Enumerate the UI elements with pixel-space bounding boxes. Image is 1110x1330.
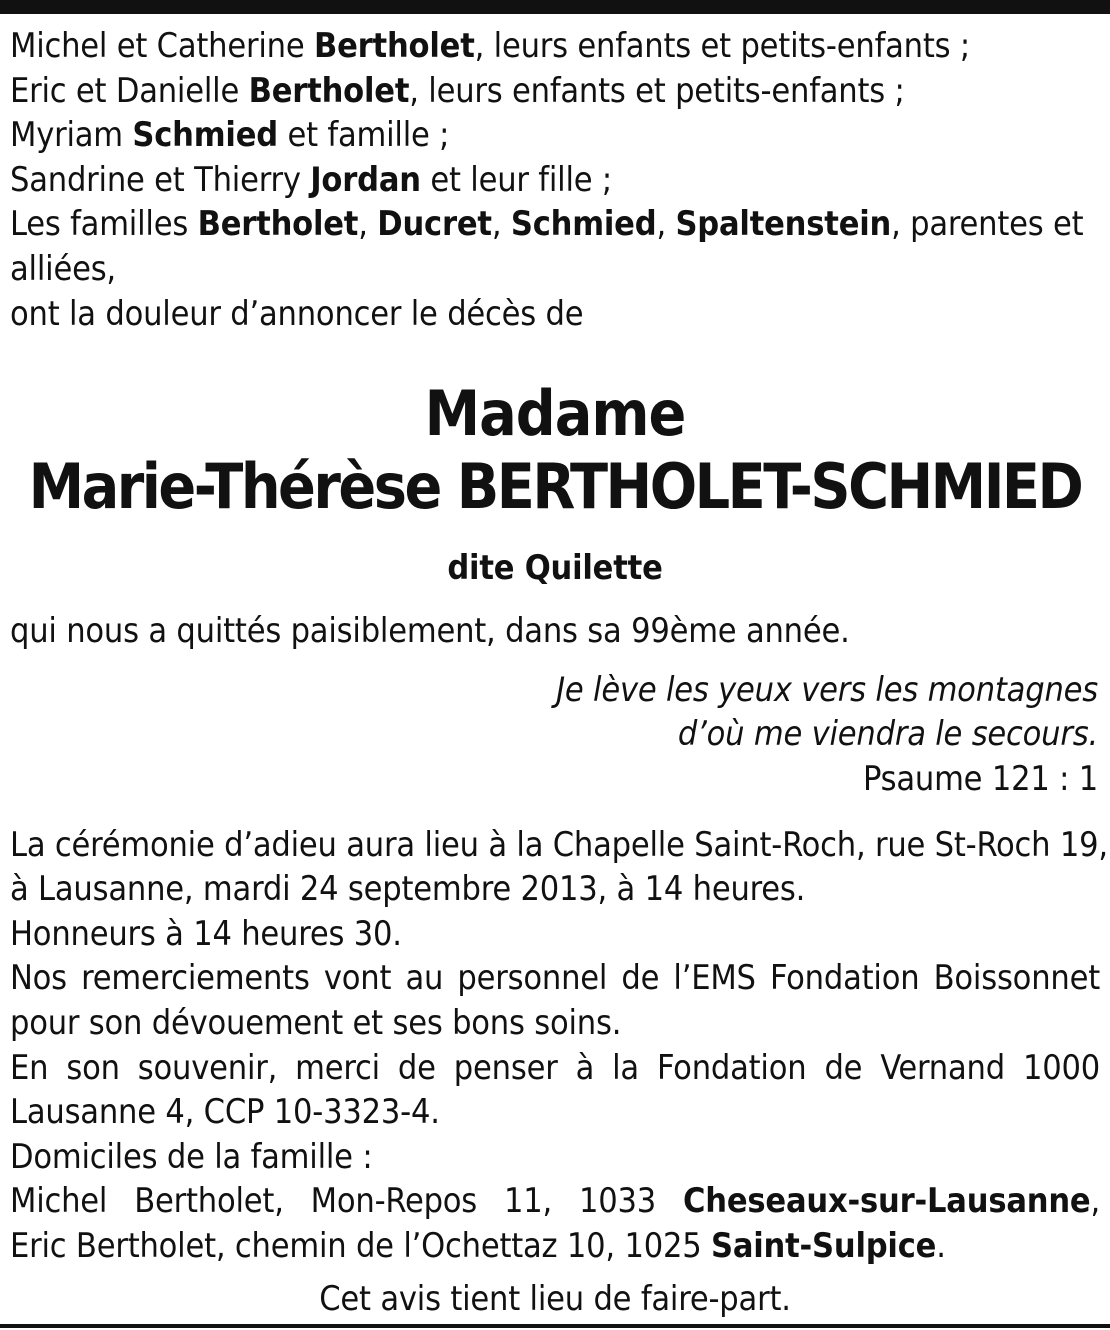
ceremony-line-1: La cérémonie d’adieu aura lieu à la Chapelle Saint-Roch, rue St-Roch 19,	[10, 824, 1108, 865]
honours-line: Honneurs à 14 heures 30.	[10, 913, 402, 954]
deceased-block	[10, 379, 1100, 589]
deceased-name: Marie-Thérèse BERTHOLET-SCHMIED	[28, 450, 1082, 524]
memory-text: En son souvenir, merci de penser à la Fondation de Vernand 1000 Lausanne 4, CCP 10-3323-4.	[10, 1047, 1100, 1133]
domicile-address-1: Michel Bertholet, Mon-Repos 11, 1033 Cheseaux-sur-Lausanne,	[10, 1181, 1100, 1222]
domicile-city: Cheseaux-sur-Lausanne	[683, 1181, 1091, 1222]
family-surname: Schmied	[132, 115, 278, 156]
death-notice	[10, 24, 1108, 1322]
bottom-rule	[0, 1324, 1110, 1328]
family-surname: Bertholet	[248, 70, 410, 111]
family-line-4: Sandrine et Thierry Jordan et leur fille ;	[10, 159, 612, 200]
family-line-2: Eric et Danielle Bertholet, leurs enfants et petits-enfants ;	[10, 70, 905, 111]
ceremony-info	[10, 823, 1108, 1269]
family-surname: Ducret	[377, 204, 492, 245]
announce-text: ont la douleur d’annoncer le décès de	[10, 293, 584, 334]
psalm-reference: Psaume 121 : 1	[862, 758, 1098, 799]
psalm-line-1: Je lève les yeux vers les montagnes	[556, 669, 1098, 710]
family-surname: Schmied	[510, 204, 657, 245]
family-surname: Bertholet	[313, 26, 475, 66]
domiciles-label: Domiciles de la famille :	[10, 1136, 373, 1177]
ceremony-line-2: à Lausanne, mardi 24 septembre 2013, à 14 heures.	[10, 869, 806, 910]
family-line-3: Myriam Schmied et famille ;	[10, 115, 450, 156]
family-surname: Bertholet	[197, 204, 359, 245]
passed-text: qui nous a quittés paisiblement, dans sa 99ème année.	[10, 611, 850, 652]
psalm-quote	[10, 668, 1100, 802]
family-surname: Jordan	[310, 159, 421, 200]
family-line-1: Michel et Catherine Bertholet, leurs enfants et petits-enfants ;	[10, 26, 971, 66]
deceased-nickname: dite Quilette	[447, 548, 663, 589]
deceased-honorific: Madame	[424, 377, 686, 451]
psalm-line-2: d’où me viendra le secours.	[677, 714, 1098, 755]
domicile-address-2: Eric Bertholet, chemin de l’Ochettaz 10, 1025 Saint-Sulpice.	[10, 1225, 946, 1266]
top-rule	[0, 0, 1110, 14]
thanks-text: Nos remerciements vont au personnel de l’EMS Fondation Boissonnet pour son dévouement et ses bons soins.	[10, 958, 1100, 1043]
domicile-city: Saint-Sulpice	[711, 1225, 937, 1266]
families-line: Les familles Bertholet, Ducret, Schmied, Spaltenstein, parentes et alliées,	[10, 204, 1084, 289]
family-surname: Spaltenstein	[675, 204, 892, 245]
closing-text: Cet avis tient lieu de faire-part.	[319, 1279, 791, 1320]
